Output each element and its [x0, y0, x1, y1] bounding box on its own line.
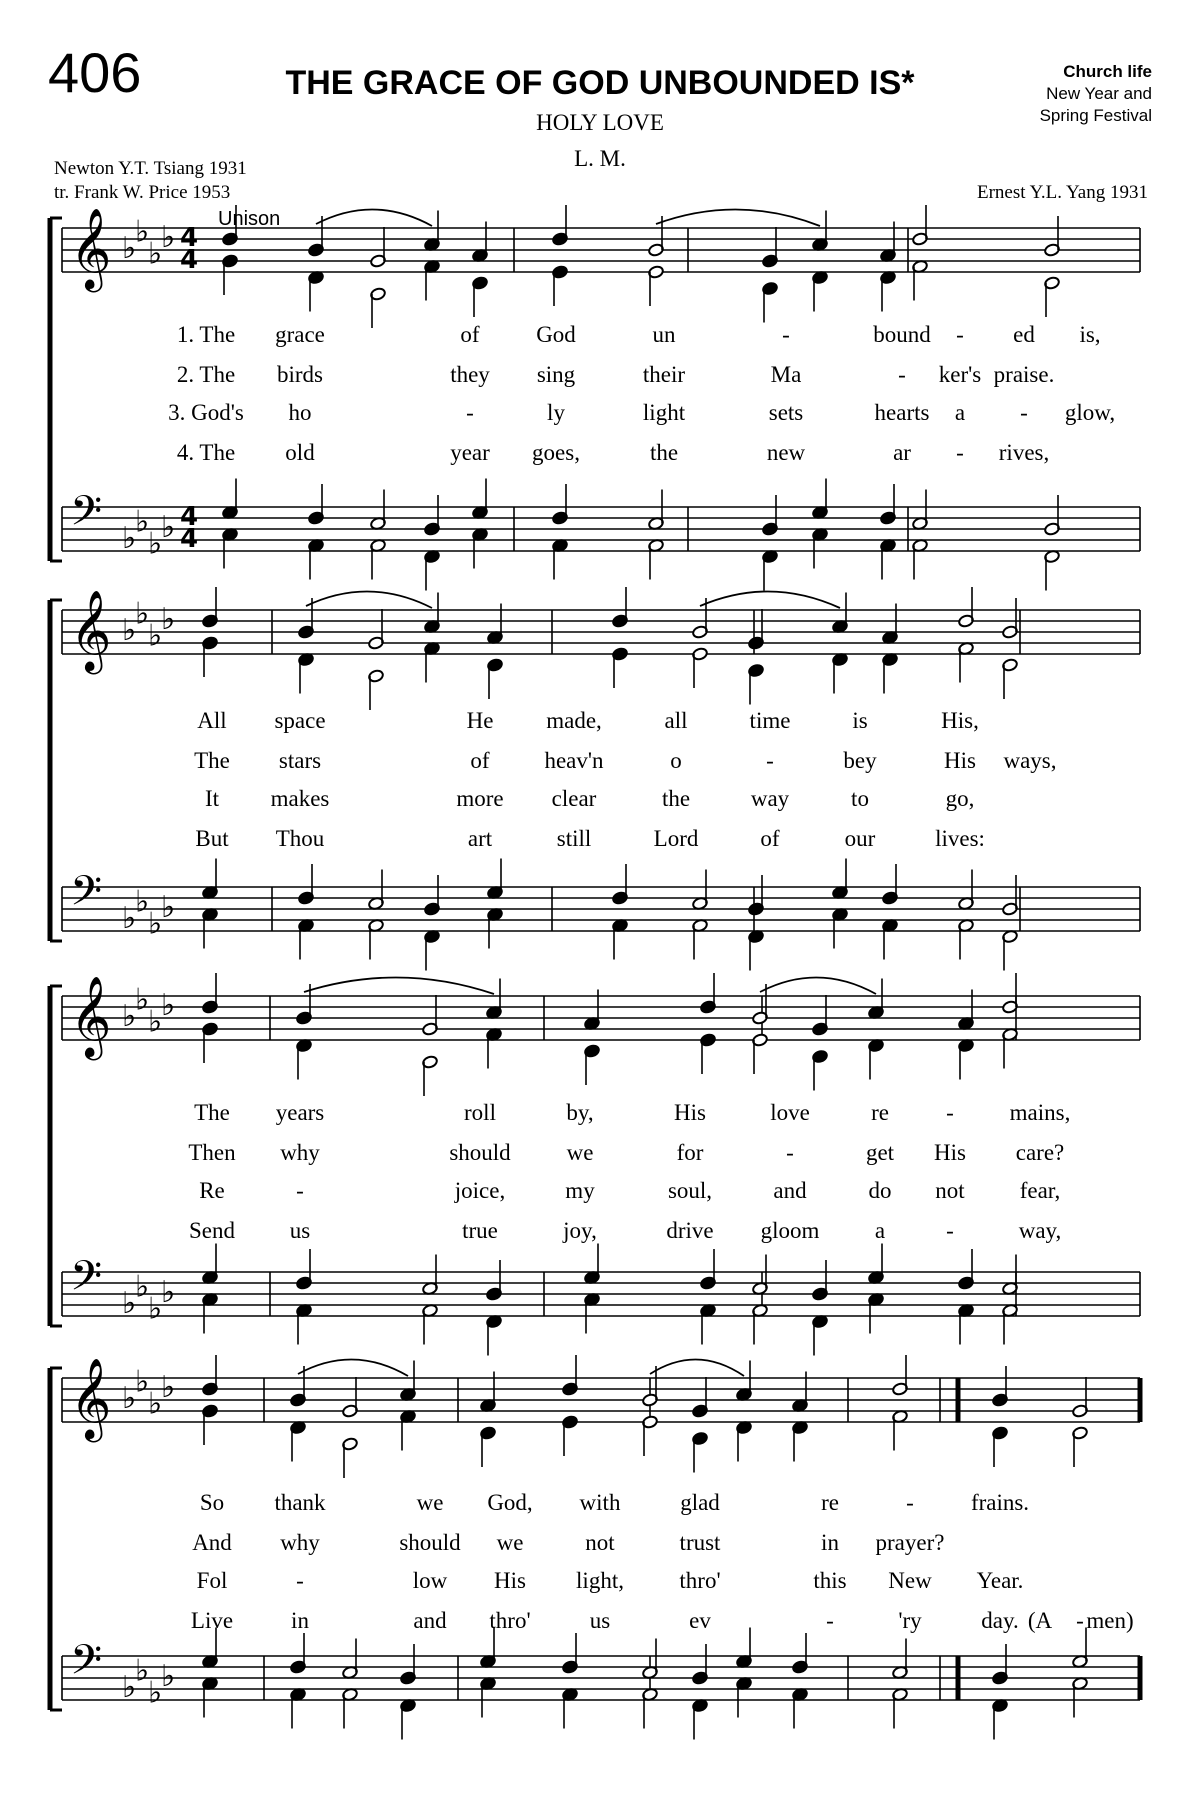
lyric-syllable: God, [487, 1490, 533, 1515]
lyric-syllable: light, [576, 1568, 624, 1593]
lyric-syllable: the [661, 786, 691, 811]
lyric-syllable: Then [188, 1140, 236, 1165]
flat-sign: ♭ [148, 1004, 163, 1040]
lyric-syllable: praise. [993, 362, 1055, 387]
lyric-syllable: drive [666, 1218, 714, 1243]
flat-sign: ♭ [161, 1370, 176, 1405]
lyric-syllable: The [194, 1100, 230, 1125]
lyric-syllable: - [956, 440, 964, 465]
lyric-syllable: His, [941, 708, 979, 733]
bass-clef: 𝄢 [70, 487, 103, 545]
flat-sign: ♭ [122, 1286, 137, 1321]
occasion-line-3: Spring Festival [1039, 106, 1152, 125]
lyric-syllable: - [782, 322, 790, 347]
hymn-number: 406 [48, 41, 142, 104]
lyric-syllable: joice, [454, 1178, 506, 1203]
translator: tr. Frank W. Price 1953 [54, 182, 231, 203]
lyric-syllable: grace [275, 322, 325, 347]
lyric-syllable: thro' [489, 1608, 531, 1633]
lyric-syllable: glow, [1064, 400, 1116, 425]
lyric-syllable: should [399, 1530, 461, 1555]
bass-clef: 𝄢 [70, 867, 103, 925]
lyric-syllable: and [413, 1608, 447, 1633]
lyric-syllable: frains. [970, 1490, 1030, 1515]
flat-sign: ♭ [148, 906, 163, 942]
lyric-syllable: o [670, 748, 682, 773]
lyric-syllable: is, [1079, 322, 1101, 347]
lyric-syllable: 1. The [176, 322, 236, 347]
lyric-syllable: He [466, 708, 494, 733]
lyric-syllable: art [467, 826, 493, 851]
lyric-syllable: years [275, 1100, 325, 1125]
treble-clef: 𝄞 [70, 975, 112, 1057]
flat-sign: ♭ [122, 901, 137, 936]
lyric-syllable: why [280, 1530, 320, 1555]
flat-sign: ♭ [148, 1291, 163, 1327]
lyric-syllable: (A [1027, 1608, 1053, 1633]
lyric-syllable: in [821, 1530, 839, 1555]
bass-clef: 𝄢 [70, 1636, 103, 1694]
lyric-syllable: - [1020, 400, 1028, 425]
lyric-syllable: should [449, 1140, 511, 1165]
lyric-syllable: - [898, 362, 906, 387]
flat-sign: ♭ [161, 220, 176, 255]
lyric-syllable: Fol [196, 1568, 228, 1593]
slur [304, 977, 494, 994]
lyric-syllable: ed [1013, 322, 1035, 347]
lyric-syllable: - [946, 1218, 954, 1243]
lyric-syllable: prayer? [875, 1530, 945, 1555]
flat-sign: ♭ [135, 596, 150, 632]
lyric-syllable: of [470, 748, 490, 773]
lyric-syllable: re [821, 1490, 839, 1515]
lyric-syllable: way [750, 786, 790, 811]
lyric-syllable: low [412, 1568, 448, 1593]
lyric-syllable: still [556, 826, 592, 851]
flat-sign: ♭ [122, 1670, 137, 1705]
lyric-syllable: to [851, 786, 869, 811]
lyric-syllable: His [674, 1100, 706, 1125]
lyric-syllable: His [944, 748, 976, 773]
lyric-syllable: thro' [679, 1568, 721, 1593]
composer: Ernest Y.L. Yang 1931 [976, 182, 1148, 203]
occasion-line-2: New Year and [1046, 84, 1152, 103]
flat-sign: ♭ [135, 884, 150, 920]
lyric-syllable: my [565, 1178, 595, 1203]
lyric-syllable: un [652, 322, 676, 347]
lyric-syllable: - [766, 748, 774, 773]
lyric-syllable: Year. [976, 1568, 1024, 1593]
lyric-syllable: us [289, 1218, 311, 1243]
lyric-syllable: their [642, 362, 686, 387]
lyric-syllable: way, [1018, 1218, 1062, 1243]
lyric-syllable: ly [547, 400, 565, 425]
lyric-syllable: joy, [563, 1218, 597, 1243]
lyric-syllable: our [844, 826, 876, 851]
lyric-syllable: love [770, 1100, 810, 1125]
flat-sign: ♭ [161, 988, 176, 1023]
lyric-syllable: us [589, 1608, 611, 1633]
lyric-syllable: Ma [770, 362, 802, 387]
time-signature: 4 [180, 245, 199, 275]
lyric-syllable: we [566, 1140, 594, 1165]
lyric-syllable: fear, [1019, 1178, 1061, 1203]
lyric-syllable: - [946, 1100, 954, 1125]
lyric-syllable: - [1076, 1608, 1084, 1633]
lyric-syllable: So [199, 1490, 225, 1515]
lyric-syllable: we [416, 1490, 444, 1515]
flat-sign: ♭ [135, 1269, 150, 1305]
lyric-syllable: But [195, 826, 229, 851]
lyric-syllable: and [773, 1178, 807, 1203]
lyric-syllable: get [865, 1140, 895, 1165]
lyric-syllable: space [274, 708, 326, 733]
lyric-syllable: sets [768, 400, 804, 425]
lyric-syllable: care? [1015, 1140, 1065, 1165]
flat-sign: ♭ [161, 510, 176, 545]
lyric-syllable: old [285, 440, 315, 465]
lyric-syllable: more [456, 786, 504, 811]
flat-sign: ♭ [135, 214, 150, 250]
lyric-syllable: year [450, 440, 490, 465]
flat-sign: ♭ [135, 1364, 150, 1400]
lyric-syllable: rives, [998, 440, 1050, 465]
lyric-syllable: glad [680, 1490, 720, 1515]
lyric-syllable: sing [536, 362, 576, 387]
occasion-line-1: Church life [1063, 62, 1152, 81]
flat-sign: ♭ [161, 1275, 176, 1310]
lyric-syllable: soul, [667, 1178, 713, 1203]
lyric-syllable: re [871, 1100, 889, 1125]
lyric-syllable: - [296, 1178, 304, 1203]
lyric-syllable: Re [199, 1178, 225, 1203]
flat-sign: ♭ [122, 613, 137, 648]
flat-sign: ♭ [161, 890, 176, 925]
lyric-syllable: stars [278, 748, 322, 773]
lyric-syllable: this [813, 1568, 847, 1593]
lyric-syllable: new [766, 440, 806, 465]
lyric-syllable: 'ry [898, 1608, 922, 1633]
lyric-syllable: His [494, 1568, 526, 1593]
lyric-syllable: And [192, 1530, 232, 1555]
flat-sign: ♭ [135, 982, 150, 1018]
lyric-syllable: we [496, 1530, 524, 1555]
lyric-syllable: ho [288, 400, 312, 425]
lyric-syllable: they [450, 362, 490, 387]
lyric-syllable: light [642, 400, 686, 425]
lyric-syllable: for [676, 1140, 704, 1165]
lyric-syllable: - [466, 400, 474, 425]
time-signature: 4 [180, 502, 199, 532]
lyric-syllable: 2. The [176, 362, 236, 387]
lyric-syllable: all [664, 708, 688, 733]
lyric-syllable: day. [981, 1608, 1019, 1633]
lyric-syllable: Lord [653, 826, 699, 851]
lyric-syllable: lives: [935, 826, 985, 851]
lyric-syllable: go, [945, 786, 975, 811]
lyric-syllable: not [935, 1178, 965, 1203]
time-signature: 4 [180, 223, 199, 253]
lyric-syllable: of [760, 826, 780, 851]
lyric-syllable: birds [277, 362, 323, 387]
lyric-syllable: bound [873, 322, 931, 347]
lyric-syllable: clear [551, 786, 597, 811]
flat-sign: ♭ [161, 1659, 176, 1694]
flat-sign: ♭ [122, 1381, 137, 1416]
slur [656, 209, 820, 226]
lyric-syllable: Send [189, 1218, 235, 1243]
unison-marking: Unison [218, 208, 281, 230]
flat-sign: ♭ [148, 526, 163, 562]
lyric-syllable: in [291, 1608, 309, 1633]
lyric-syllable: true [462, 1218, 498, 1243]
flat-sign: ♭ [135, 504, 150, 540]
lyric-syllable: It [204, 786, 220, 811]
lyric-syllable: not [585, 1530, 615, 1555]
hymn-title: THE GRACE OF GOD UNBOUNDED IS* [285, 64, 915, 102]
lyric-syllable: ev [689, 1608, 711, 1633]
slur [298, 1359, 408, 1376]
treble-clef: 𝄞 [70, 589, 112, 671]
lyric-syllable: All [197, 708, 227, 733]
lyric-syllable: heav'n [544, 748, 604, 773]
lyric-syllable: thank [274, 1490, 326, 1515]
lyric-syllable: a [954, 400, 966, 425]
tune-name: HOLY LOVE [536, 110, 664, 135]
flat-sign: ♭ [148, 236, 163, 272]
lyric-syllable: ways, [1003, 748, 1057, 773]
lyric-syllable: do [868, 1178, 892, 1203]
treble-clef: 𝄞 [70, 207, 112, 289]
lyric-syllable: - [956, 322, 964, 347]
slur [700, 591, 840, 608]
time-signature: 4 [180, 524, 199, 554]
lyric-syllable: - [906, 1490, 914, 1515]
lyric-syllable: with [579, 1490, 621, 1515]
meter: L. M. [574, 146, 626, 171]
lyric-syllable: - [296, 1568, 304, 1593]
lyric-syllable: why [280, 1140, 320, 1165]
flat-sign: ♭ [135, 1653, 150, 1689]
lyric-syllable: a [874, 1218, 886, 1243]
lyric-syllable: the [649, 440, 679, 465]
lyric-syllable: Thou [275, 826, 325, 851]
lyric-syllable: of [460, 322, 480, 347]
bass-clef: 𝄢 [70, 1252, 103, 1310]
lyric-syllable: ar [893, 440, 911, 465]
words-author: Newton Y.T. Tsiang 1931 [54, 158, 247, 179]
lyric-syllable: by, [566, 1100, 594, 1125]
lyric-syllable: - [786, 1140, 794, 1165]
lyric-syllable: men) [1086, 1608, 1134, 1633]
lyric-syllable: hearts [874, 400, 930, 425]
lyric-syllable: 4. The [176, 440, 236, 465]
lyric-syllable: His [934, 1140, 966, 1165]
lyric-syllable: trust [679, 1530, 721, 1555]
slur [650, 1359, 744, 1376]
lyric-syllable: time [749, 708, 791, 733]
treble-clef: 𝄞 [70, 1357, 112, 1439]
lyric-syllable: made, [546, 708, 602, 733]
lyric-syllable: God [536, 322, 576, 347]
lyric-syllable: The [194, 748, 230, 773]
flat-sign: ♭ [161, 602, 176, 637]
flat-sign: ♭ [122, 231, 137, 266]
slur [316, 209, 432, 226]
lyric-syllable: - [826, 1608, 834, 1633]
lyric-syllable: 3. God's [168, 400, 244, 425]
flat-sign: ♭ [148, 1386, 163, 1422]
lyric-syllable: bey [843, 748, 877, 773]
flat-sign: ♭ [148, 1675, 163, 1711]
lyric-syllable: Live [190, 1608, 234, 1633]
lyric-syllable: makes [270, 786, 330, 811]
flat-sign: ♭ [148, 618, 163, 654]
lyric-syllable: mains, [1009, 1100, 1071, 1125]
lyric-syllable: ker's [938, 362, 982, 387]
lyric-syllable: goes, [532, 440, 580, 465]
slur [760, 977, 876, 994]
slur [306, 591, 432, 608]
lyric-syllable: gloom [760, 1218, 820, 1243]
lyric-syllable: roll [464, 1100, 496, 1125]
lyric-syllable: New [888, 1568, 932, 1593]
flat-sign: ♭ [122, 999, 137, 1034]
flat-sign: ♭ [122, 521, 137, 556]
lyric-syllable: is [852, 708, 868, 733]
